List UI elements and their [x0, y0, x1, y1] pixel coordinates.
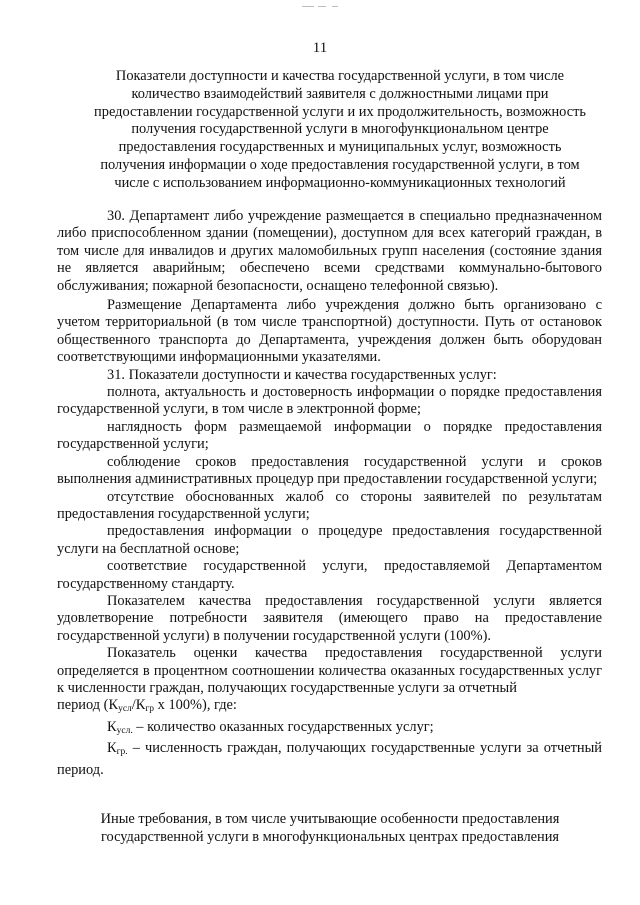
heading-line: получения государственной услуги в многофункциональном центре [131, 121, 549, 138]
indicator-item: соответствие государственной услуги, предоставляемой Департаментом государственному стандарту. [57, 558, 602, 592]
section-heading [80, 68, 600, 193]
formula-suffix: х 100%), где: [154, 697, 237, 714]
definition-symbol: К [107, 718, 117, 735]
definition-k-gr [57, 740, 602, 779]
next-section-heading [60, 810, 600, 846]
heading-line: Показатели доступности и качества государственной услуги, в том числе [115, 68, 565, 84]
formula-mid: /К [131, 697, 146, 714]
formula-line [57, 697, 602, 718]
document-body [57, 208, 602, 779]
indicator-item: наглядность форм размещаемой информации о порядке предоставления государственной услуги; [57, 418, 602, 453]
quality-indicator-paragraph: Показателем качества предоставления государственной услуги является удовлетворение потребности заявителя (имеющего право на предоставление государственной услуги) в получении государственной услуги (100%). [57, 592, 602, 644]
heading-line: количество взаимодействий заявителя с должностными лицами при [131, 85, 549, 102]
formula-sub: гр [145, 704, 155, 715]
paragraph-31: 31. Показатели доступности и качества государственных услуг: [107, 366, 497, 383]
heading-line: получения информации о ходе предоставления государственной услуги, в том [100, 156, 580, 173]
paragraph-placement: Размещение Департамента либо учреждения должно быть организовано с учетом территориальной (в том числе транспортной) доступности. Путь от остановок общественного транспорта до Департамента, учреждения должен быть оборудован соответствующими информационными указателями. [57, 297, 602, 366]
indicator-item: отсутствие обоснованных жалоб со стороны заявителей по результатам предоставления государственной услуги; [57, 488, 602, 522]
heading-line: предоставления государственных и муниципальных услуг, возможность [118, 139, 562, 156]
definition-k-usl [57, 719, 602, 740]
quality-assessment-paragraph: Показатель оценки качества предоставления государственной услуги определяется в процентном соотношении количества оказанных государственных услуг к численности граждан, получающих государственные услуги за отчетный [57, 645, 602, 696]
definition-sub: усл. [116, 725, 133, 736]
formula-sub: усл [118, 704, 132, 715]
indicator-item: полнота, актуальность и достоверность информации о порядке предоставления государственной услуги, в том числе в электронной форме; [57, 384, 602, 418]
page-number: 11 [312, 40, 328, 56]
heading-line: Иные требования, в том числе учитывающие особенности предоставления [100, 811, 560, 827]
heading-line: числе с использованием информационно-коммуникационных технологий [114, 174, 566, 191]
definition-text: – количество оказанных государственных услуг; [132, 718, 434, 735]
definition-symbol: К [107, 740, 117, 757]
formula-prefix: период (К [57, 697, 119, 714]
scan-mark [302, 6, 342, 9]
definition-sub: гр. [116, 747, 128, 758]
definition-text: – численность граждан, получающих государственные услуги за отчетный период. [57, 740, 602, 778]
heading-line: предоставлении государственной услуги и их продолжительность, возможность [94, 103, 586, 120]
heading-line: государственной услуги в многофункциональных центрах предоставления [100, 829, 560, 845]
paragraph-30: 30. Департамент либо учреждение размещается в специально предназначенном либо приспособленном здании (помещении), доступном для всех категорий граждан, в том числе для инвалидов и других маломобильных групп населения (состояние здания не является аварийным; обеспечено всеми средствами коммунально-бытового обслуживания; пожарной безопасности, оснащено телефонной связью). [57, 208, 602, 294]
indicator-item: соблюдение сроков предоставления государственной услуги и сроков выполнения административных процедур при предоставлении государственной услуги; [57, 453, 602, 488]
indicator-item: предоставления информации о процедуре предоставления государственной услуги на бесплатной основе; [57, 523, 602, 557]
